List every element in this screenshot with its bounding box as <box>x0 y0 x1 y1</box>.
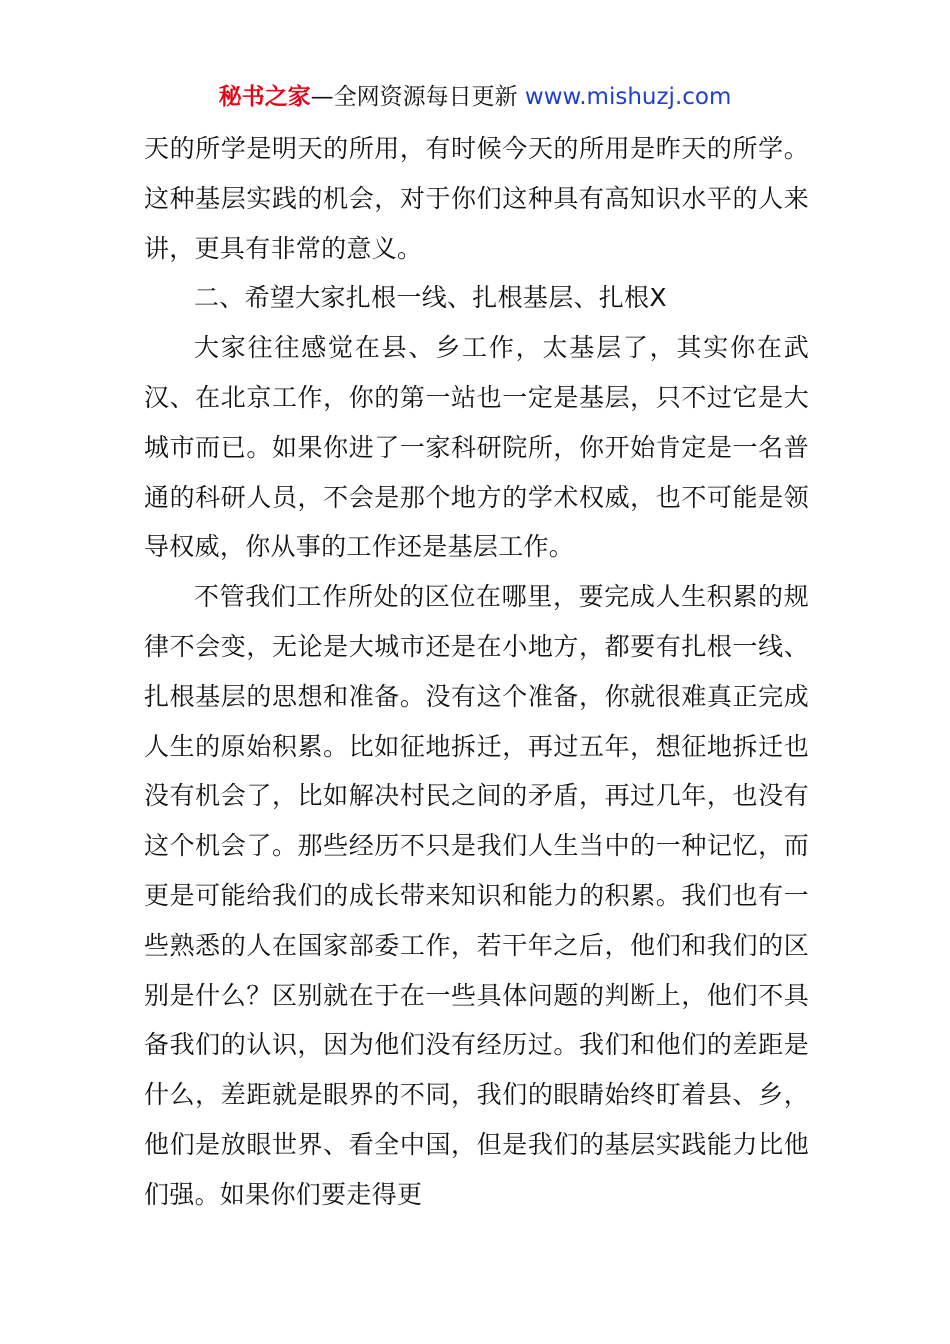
document-body <box>144 124 809 1220</box>
paragraph: 天的所学是明天的所用，有时候今天的所用是昨天的所学。这种基层实践的机会，对于你们这种具有高知识水平的人来讲，更具有非常的意义。 <box>144 134 809 263</box>
paragraph: 大家往往感觉在县、乡工作，太基层了，其实你在武汉、在北京工作，你的第一站也一定是基层，只不过它是大城市而已。如果你进了一家科研院所，你开始肯定是一名普通的科研人员，不会是那个地方的学术权威，也不可能是领导权威，你从事的工作还是基层工作。 <box>144 333 809 562</box>
brand-name: 秘书之家 <box>218 84 311 110</box>
header-tagline: —全网资源每日更新 <box>310 84 525 110</box>
section-heading: 二、希望大家扎根一线、扎根基层、扎根X <box>194 283 667 313</box>
paragraph: 不管我们工作所处的区位在哪里，要完成人生积累的规律不会变，无论是大城市还是在小地方，都要有扎根一线、扎根基层的思想和准备。没有这个准备，你就很难真正完成人生的原始积累。比如征地拆迁，再过五年，想征地拆迁也没有机会了，比如解决村民之间的矛盾，再过几年，也没有这个机会了。那些经历不只是我们人生当中的一种记忆，而更是可能给我们的成长带来知识和能力的积累。我们也有一些熟悉的人在国家部委工作，若干年之后，他们和我们的区别是什么？区别就在于在一些具体问题的判断上，他们不具备我们的认识，因为他们没有经历过。我们和他们的差距是什么，差距就是眼界的不同，我们的眼睛始终盯着县、乡，他们是放眼世界、看全中国，但是我们的基层实践能力比他们强。如果你们要走得更 <box>144 582 809 1209</box>
page-header <box>0 80 950 114</box>
site-url: www.mishuzj.com <box>524 84 732 110</box>
